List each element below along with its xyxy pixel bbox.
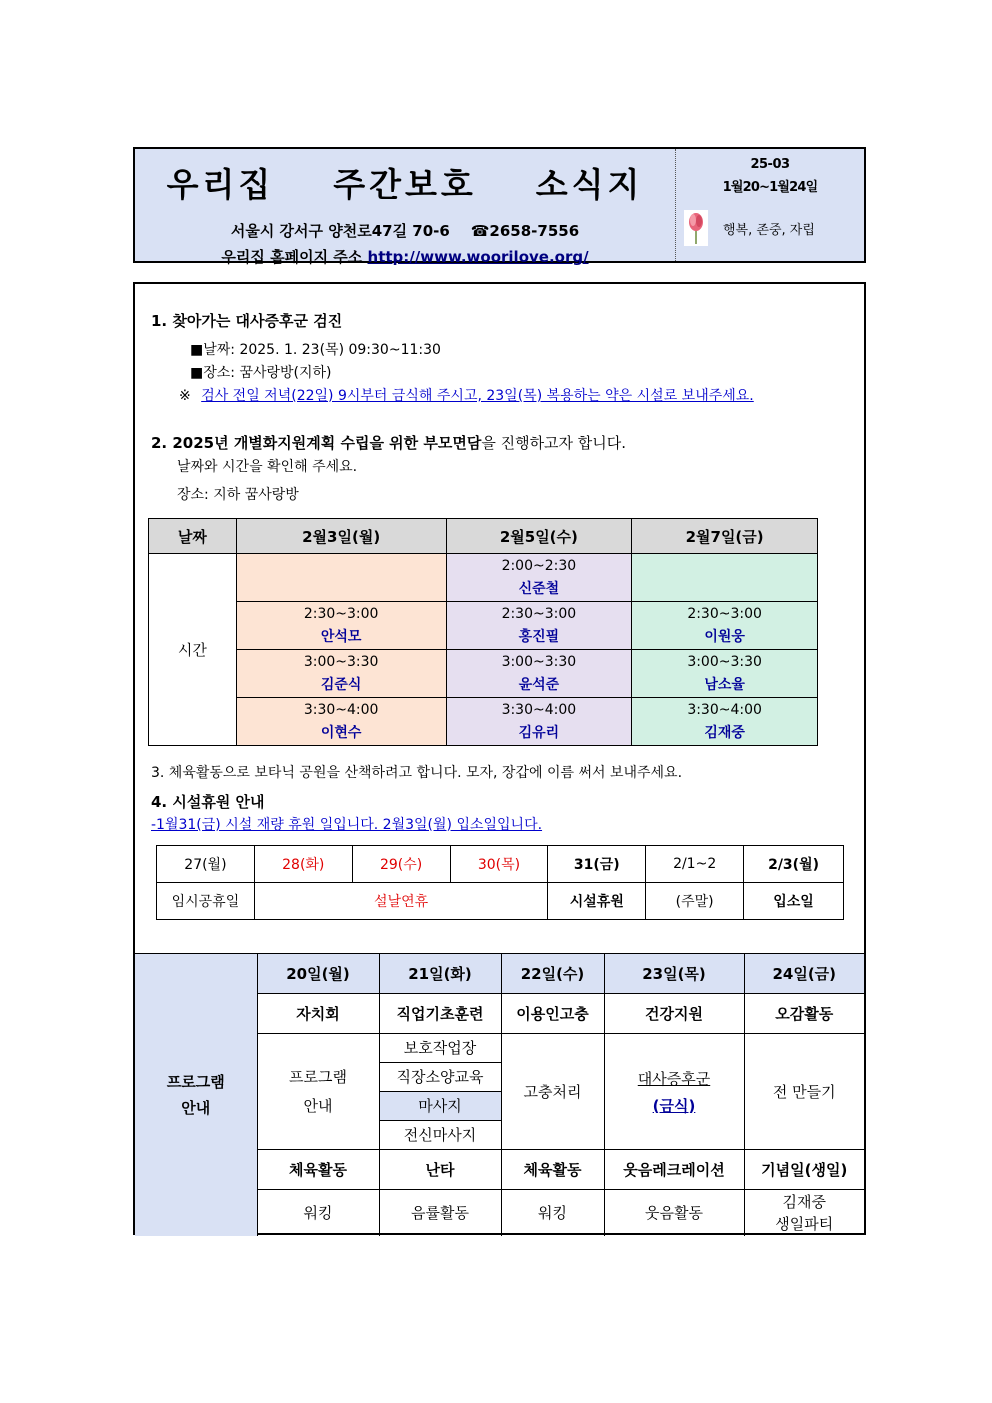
slot-cell: 3:30~4:00 이현수 — [236, 698, 446, 746]
day-cell: 27(월) — [157, 846, 255, 883]
day-cell: 2/3(월) — [744, 846, 844, 883]
program-category: 오감활동 — [744, 994, 864, 1034]
program-table — [135, 953, 864, 1236]
section3-text: 3. 체육활동으로 보타닉 공원을 산책하려고 합니다. 모자, 장갑에 이름 써서 보내주세요. — [151, 765, 683, 781]
header-main — [135, 149, 676, 266]
day-cell: 30(목) — [450, 846, 548, 883]
motto: 행복, 존중, 자립 — [723, 222, 815, 238]
homepage-label: 우리집 홈페이지 주소 — [221, 248, 363, 266]
homepage-line — [135, 246, 675, 267]
status-cell: 입소일 — [744, 883, 844, 920]
section4-title: 4. 시설휴원 안내 — [151, 793, 265, 811]
section2-title — [151, 432, 626, 453]
program-category: 체육활동 — [501, 1150, 604, 1190]
program-activity: 웃음활동 — [604, 1190, 744, 1236]
table-header: 날짜 — [149, 519, 237, 554]
slot-cell: 3:00~3:30 김준식 — [236, 650, 446, 698]
program-detail: 프로그램 안내 — [257, 1034, 379, 1150]
slot-cell: 3:30~4:00 김유리 — [446, 698, 632, 746]
program-detail: 고충처리 — [501, 1034, 604, 1150]
slot-cell: 3:00~3:30 윤석준 — [446, 650, 632, 698]
slot-cell — [632, 554, 818, 602]
issue-number: 25-03 — [750, 157, 790, 172]
day-header: 23일(목) — [604, 954, 744, 994]
program-category: 건강지원 — [604, 994, 744, 1034]
status-cell: 설날연휴 — [254, 883, 548, 920]
program-category: 웃음레크레이션 — [604, 1150, 744, 1190]
table-header: 2월3일(월) — [236, 519, 446, 554]
section1-note — [179, 385, 754, 405]
program-category: 직업기초훈련 — [379, 994, 501, 1034]
slot-cell: 3:00~3:30 남소율 — [632, 650, 818, 698]
day-header: 21일(화) — [379, 954, 501, 994]
section2-title-bold: 2. 2025년 개별화지원계획 수립을 위한 부모면담 — [151, 434, 482, 452]
program-category: 기념일(생일) — [744, 1150, 864, 1190]
table-header: 2월7일(금) — [632, 519, 818, 554]
main-content — [133, 282, 866, 1235]
row-label-time: 시간 — [149, 554, 237, 746]
section1-date: ■날짜: 2025. 1. 23(목) 09:30~11:30 — [190, 342, 441, 358]
table-header: 2월5일(수) — [446, 519, 632, 554]
status-cell: 임시공휴일 — [157, 883, 255, 920]
day-cell: 29(수) — [352, 846, 450, 883]
program-category: 난타 — [379, 1150, 501, 1190]
status-cell: 시설휴원 — [548, 883, 646, 920]
meeting-schedule-table — [148, 518, 818, 746]
header-info — [676, 149, 864, 261]
note-mark: ※ — [179, 388, 191, 404]
section2-line2: 날짜와 시간을 확인해 주세요. — [177, 459, 358, 475]
slot-cell: 2:00~2:30 신준철 — [446, 554, 632, 602]
slot-cell: 3:30~4:00 김재중 — [632, 698, 818, 746]
program-activity: 음률활동 — [379, 1190, 501, 1236]
program-activity: 김재중 생일파티 — [744, 1190, 864, 1236]
day-cell: 31(금) — [548, 846, 646, 883]
section2-line3: 장소: 지하 꿈사랑방 — [177, 487, 299, 503]
program-category: 자치회 — [257, 994, 379, 1034]
program-detail: 전 만들기 — [744, 1034, 864, 1150]
program-category: 이용인고충 — [501, 994, 604, 1034]
slot-cell — [236, 554, 446, 602]
section1-note-text: 검사 전일 저녁(22일) 9시부터 금식해 주시고, 23일(목) 복용하는 약은 시설로 보내주세요. — [201, 388, 754, 404]
section2-title-rest: 을 진행하고자 합니다. — [481, 434, 627, 452]
address-line — [135, 220, 675, 241]
section1-place: ■장소: 꿈사랑방(지하) — [190, 365, 332, 381]
day-header: 20일(월) — [257, 954, 379, 994]
page-title: 우리집 주간보호 소식지 — [166, 165, 644, 204]
address: 서울시 강서구 양천로47길 70-6 — [230, 222, 450, 240]
day-cell: 2/1~2 — [646, 846, 744, 883]
day-header: 24일(금) — [744, 954, 864, 994]
program-detail-tue: 마사지 전신마사지 — [379, 1092, 501, 1150]
day-header: 22일(수) — [501, 954, 604, 994]
phone: ☎2658-7556 — [470, 222, 580, 240]
homepage-link[interactable]: http://www.woorilove.org/ — [367, 248, 589, 266]
program-activity: 워킹 — [501, 1190, 604, 1236]
program-category: 체육활동 — [257, 1150, 379, 1190]
program-label: 프로그램 안내 — [135, 954, 257, 1236]
motto-row — [684, 210, 815, 246]
program-activity: 워킹 — [257, 1190, 379, 1236]
program-detail-tue: 보호작업장 직장소양교육 — [379, 1034, 501, 1092]
slot-cell: 2:30~3:00 홍진필 — [446, 602, 632, 650]
closure-table — [156, 845, 844, 920]
issue-period: 1월20~1월24일 — [722, 180, 818, 195]
newsletter-header — [133, 147, 866, 266]
slot-cell: 2:30~3:00 이원웅 — [632, 602, 818, 650]
slot-cell: 2:30~3:00 안석모 — [236, 602, 446, 650]
program-detail-thu: 대사증후군 (금식) — [604, 1034, 744, 1150]
section4-note: -1월31(금) 시설 재량 휴원 일입니다. 2월3일(월) 입소일입니다. — [151, 817, 543, 833]
section1-title: 1. 찾아가는 대사증후군 검진 — [151, 312, 343, 330]
status-cell: (주말) — [646, 883, 744, 920]
day-cell: 28(화) — [254, 846, 352, 883]
flower-icon — [684, 210, 708, 246]
